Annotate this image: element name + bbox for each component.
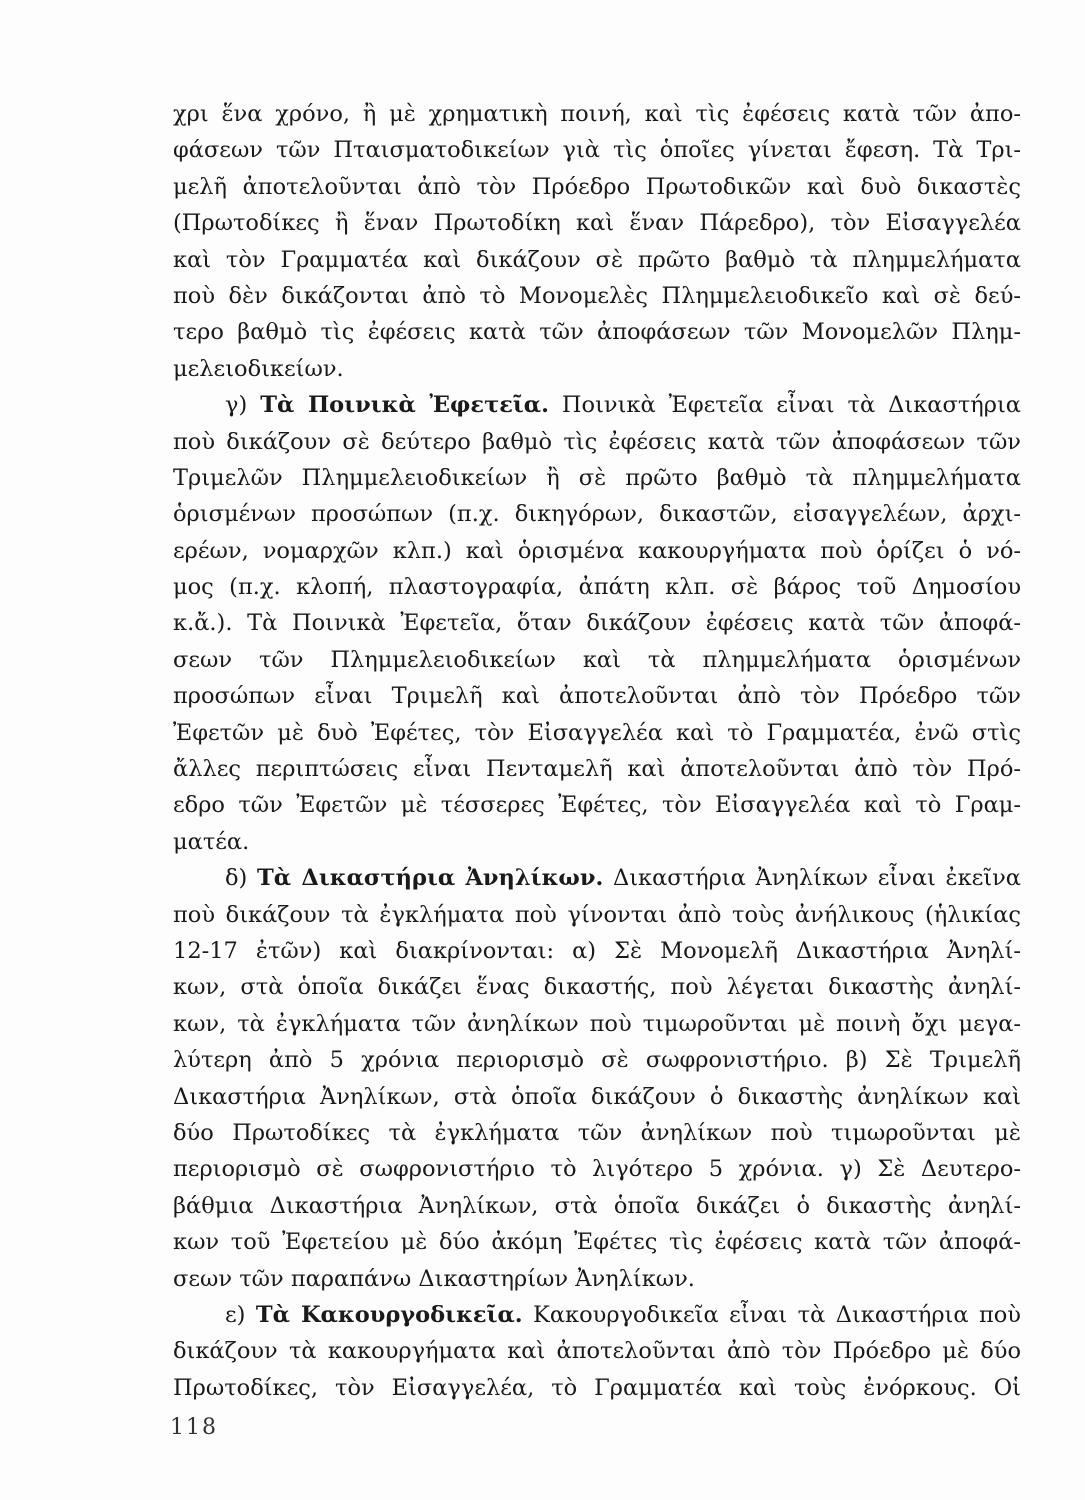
text-line [173,278,1021,314]
line-text: ματέα. [173,828,250,855]
list-marker: ε) [225,1301,256,1328]
section-heading: Τὰ Κακουργοδικεῖα. [255,1301,523,1328]
line-text: σεων τῶν Πλημμελειοδικείων καὶ τὰ πλημμελήματα ὁρισμένων [173,646,1021,673]
text-line [173,533,1021,569]
line-text: χρι ἕνα χρόνο, ἢ μὲ χρηματικὴ ποινή, καὶ τὶς ἐφέσεις κατὰ τῶν ἀπο- [173,101,1021,127]
text-line [173,1188,1021,1224]
line-text: ποὺ δικάζουν τὰ ἐγκλήματα ποὺ γίνονται ἀπὸ τοὺς ἀνήλικους (ἡλικίας [173,901,1021,928]
line-text: ὁρισμένων προσώπων (π.χ. δικηγόρων, δικαστῶν, εἰσαγγελέων, ἀρχι- [173,501,1021,528]
line-text: κων, τὰ ἐγκλήματα τῶν ἀνηλίκων ποὺ τιμωροῦνται μὲ ποινὴ ὄχι μεγα- [173,1010,1021,1037]
text-line [173,496,1021,532]
line-text: ποὺ δικάζουν σὲ δεύτερο βαθμὸ τὶς ἐφέσεις κατὰ τῶν ἀποφάσεων τῶν [173,428,1021,455]
text-line [173,1261,1021,1297]
line-text: εδρο τῶν Ἐφετῶν μὲ τέσσερες Ἐφέτες, τὸν Εἰσαγγελέα καὶ τὸ Γραμ- [173,792,1021,819]
line-text: βάθμια Δικαστήρια Ἀνηλίκων, στὰ ὁποῖα δικάζει ὁ δικαστὴς ἀνηλί- [173,1192,1021,1219]
text-line [173,605,1021,641]
line-text: μος (π.χ. κλοπή, πλαστογραφία, ἀπάτη κλπ. σὲ βάρος τοῦ Δημοσίου [173,574,1021,601]
text-line [173,132,1021,168]
line-text: κων τοῦ Ἐφετείου μὲ δύο ἀκόμη Ἐφέτες τὶς ἐφέσεις κατὰ τῶν ἀποφά- [173,1229,1021,1256]
text-line [173,787,1021,823]
text-line [173,1333,1021,1369]
line-text: Δικαστήρια Ἀνηλίκων, στὰ ὁποῖα δικάζουν ὁ δικαστὴς ἀνηλίκων καὶ [173,1083,1021,1110]
line-text: 12-17 ἐτῶν) καὶ διακρίνονται: α) Σὲ Μονομελῆ Δικαστήρια Ἀνηλί- [173,937,1021,964]
text-line [173,642,1021,678]
line-text: ερέων, νομαρχῶν κλπ.) καὶ ὁρισμένα κακουργήματα ποὺ ὁρίζει ὁ νό- [173,537,1021,564]
line-text: κ.ἄ.). Τὰ Ποινικὰ Ἐφετεῖα, ὅταν δικάζουν ἐφέσεις κατὰ τῶν ἀποφά- [173,610,1021,637]
text-line [173,96,1021,132]
line-text: ποὺ δὲν δικάζονται ἀπὸ τὸ Μονομελὲς Πλημμελειοδικεῖο καὶ σὲ δεύ- [173,282,1021,309]
text-line [173,1115,1021,1151]
list-marker: γ) [225,392,261,419]
text-line [173,860,1021,896]
text-line [173,1297,1021,1333]
text-line [173,1079,1021,1115]
text-line [173,351,1021,387]
line-text: δύο Πρωτοδίκες τὰ ἐγκλήματα τῶν ἀνηλίκων ποὺ τιμωροῦνται μὲ [173,1119,1021,1146]
text-line [173,1042,1021,1078]
line-text: Ἐφετῶν μὲ δυὸ Ἐφέτες, τὸν Εἰσαγγελέα καὶ τὸ Γραμματέα, ἐνῶ στὶς [173,719,1021,746]
list-marker: δ) [225,865,257,892]
text-line [173,1151,1021,1187]
line-text: προσώπων εἶναι Τριμελῆ καὶ ἀποτελοῦνται ἀπὸ τὸν Πρόεδρο τῶν [173,683,1021,710]
line-text: ἄλλες περιπτώσεις εἶναι Πενταμελῆ καὶ ἀποτελοῦνται ἀπὸ τὸν Πρό- [173,756,1021,783]
section-heading: Τὰ Ποινικὰ Ἐφετεῖα. [260,392,549,419]
line-text: φάσεων τῶν Πταισματοδικείων γιὰ τὶς ὁποῖες γίνεται ἔφεση. Τὰ Τρι- [173,137,1021,164]
text-line [173,751,1021,787]
text-line [173,424,1021,460]
line-text: σεων τῶν παραπάνω Δικαστηρίων Ἀνηλίκων. [173,1265,695,1292]
text-line [173,169,1021,205]
page-number: 118 [170,1415,218,1440]
section-heading: Τὰ Δικαστήρια Ἀνηλίκων. [256,865,604,892]
line-text: Ποινικὰ Ἐφετεῖα εἶναι τὰ Δικαστήρια [548,392,1021,419]
line-text: περιορισμὸ σὲ σωφρονιστήριο τὸ λιγότερο 5 χρόνια. γ) Σὲ Δευτερο- [173,1156,1021,1183]
line-text: κων, στὰ ὁποῖα δικάζει ἕνας δικαστής, ποὺ λέγεται δικαστὴς ἀνηλί- [173,974,1021,1001]
text-line [173,1006,1021,1042]
line-text: καὶ τὸν Γραμματέα καὶ δικάζουν σὲ πρῶτο βαθμὸ τὰ πλημμελήματα [173,246,1021,273]
body-text [173,96,1021,1406]
line-text: δικάζουν τὰ κακουργήματα καὶ ἀποτελοῦνται ἀπὸ τὸν Πρόεδρο μὲ δύο [173,1338,1021,1365]
text-line [173,824,1021,860]
text-line [173,715,1021,751]
text-line [173,205,1021,241]
text-line [173,242,1021,278]
line-text: μελῆ ἀποτελοῦνται ἀπὸ τὸν Πρόεδρο Πρωτοδικῶν καὶ δυὸ δικαστὲς [173,173,1021,200]
line-text: Δικαστήρια Ἀνηλίκων εἶναι ἐκεῖνα [603,865,1022,892]
line-text: Τριμελῶν Πλημμελειοδικείων ἢ σὲ πρῶτο βαθμὸ τὰ πλημμελήματα [173,464,1021,491]
text-line [173,1370,1021,1406]
line-text: Κακουργοδικεῖα εἶναι τὰ Δικαστήρια ποὺ [522,1301,1021,1328]
text-line [173,897,1021,933]
text-line [173,1224,1021,1260]
text-line [173,678,1021,714]
text-line [173,569,1021,605]
line-text: (Πρωτοδίκες ἢ ἕναν Πρωτοδίκη καὶ ἕναν Πάρεδρο), τὸν Εἰσαγγελέα [173,210,1021,237]
line-text: τερο βαθμὸ τὶς ἐφέσεις κατὰ τῶν ἀποφάσεων τῶν Μονομελῶν Πλημ- [173,319,1021,346]
text-line [173,387,1021,423]
text-line [173,314,1021,350]
text-line [173,460,1021,496]
text-line [173,933,1021,969]
line-text: Πρωτοδίκες, τὸν Εἰσαγγελέα, τὸ Γραμματέα καὶ τοὺς ἐνόρκους. Οἱ [173,1374,1021,1401]
line-text: μελειοδικείων. [173,355,344,382]
line-text: λύτερη ἀπὸ 5 χρόνια περιορισμὸ σὲ σωφρονιστήριο. β) Σὲ Τριμελῆ [173,1047,1021,1074]
text-line [173,969,1021,1005]
